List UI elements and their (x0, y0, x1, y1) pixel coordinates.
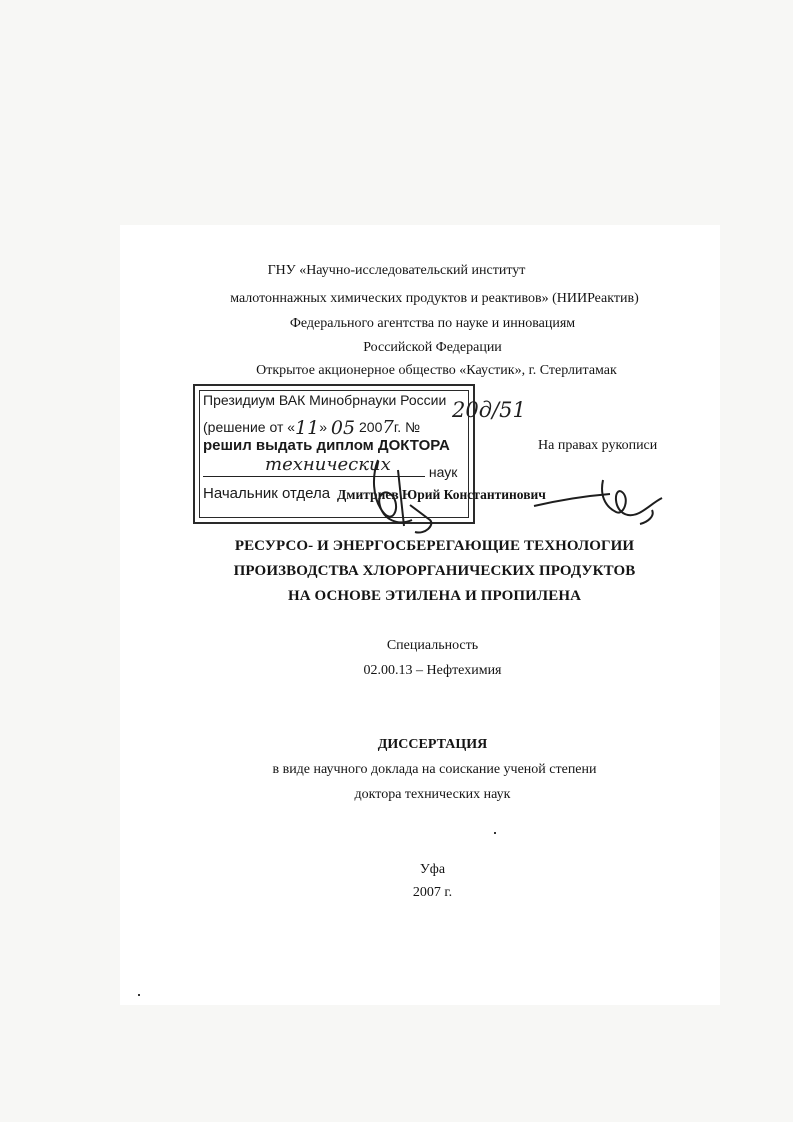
stamp-quote-close: » (319, 419, 328, 435)
header-line-2: малотоннажных химических продуктов и реактивов» (НИИРеактив) (230, 291, 639, 306)
stamp-nauk: наук (428, 464, 458, 480)
header-line-1: ГНУ «Научно-исследовательский институт (267, 263, 526, 278)
title-line-1: РЕСУРСО- И ЭНЕРГОСБЕРЕГАЮЩИЕ ТЕХНОЛОГИИ (234, 538, 635, 554)
footer-city: Уфа (419, 862, 446, 877)
header-line-3: Федерального агентства по науке и инновациям (289, 316, 576, 331)
title-line-2: ПРОИЗВОДСТВА ХЛОРОРГАНИЧЕСКИХ ПРОДУКТОВ (233, 563, 636, 579)
author-name: Дмитриев Юрий Константинович (337, 487, 546, 502)
dissertation-line-2: доктора технических наук (354, 787, 511, 802)
specialty-code: 02.00.13 – Нефтехимия (363, 663, 502, 678)
stamp-line-5: Начальник отдела (203, 485, 331, 502)
scan-speck (494, 832, 496, 834)
stamp-line-1: Президиум ВАК Минобрнауки России (203, 392, 447, 408)
stamp-year-prefix: 200 (359, 419, 383, 435)
dissertation-line-1: в виде научного доклада на соискание ученой степени (272, 762, 597, 777)
stamp-number-handwritten: 20д/51 (452, 398, 526, 422)
stamp-day: 11 (295, 417, 320, 439)
dissertation-heading: ДИССЕРТАЦИЯ (377, 737, 488, 752)
stamp-line-3: решил выдать диплом ДОКТОРА (203, 437, 450, 454)
footer-year: 2007 г. (412, 885, 453, 900)
stamp-decision-prefix: (решение от « (203, 419, 296, 435)
header-line-5: Открытое акционерное общество «Каустик», г. Стерлитамак (256, 363, 617, 378)
header-line-4: Российской Федерации (363, 340, 502, 355)
scan-speck (138, 994, 140, 996)
stamp-year-digit: 7 (382, 417, 394, 438)
rights-reserved: На правах рукописи (538, 438, 658, 453)
title-line-3: НА ОСНОВЕ ЭТИЛЕНА И ПРОПИЛЕНА (287, 588, 582, 604)
stamp-number-label: г. № (393, 419, 421, 435)
specialty-label: Специальность (386, 638, 479, 653)
stamp-month: 05 (330, 417, 356, 439)
stamp-field-handwritten: технических (265, 454, 391, 475)
